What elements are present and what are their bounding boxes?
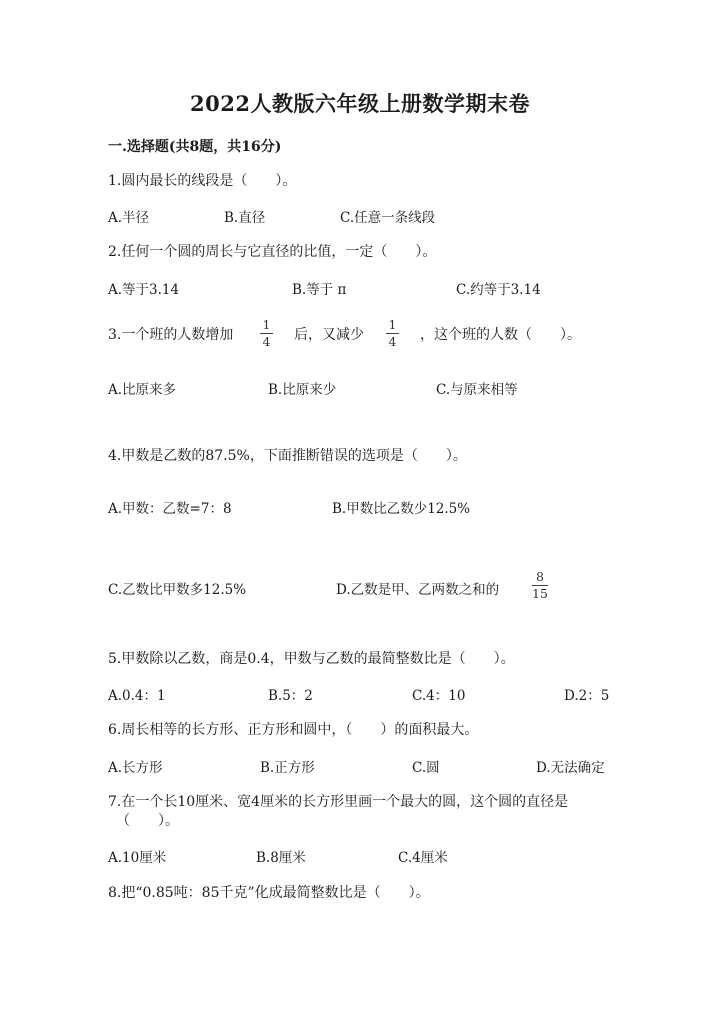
q4-option-b: B.甲数比乙数少12.5% xyxy=(332,501,471,517)
q1-option-b: B.直径 xyxy=(224,210,266,226)
q6-option-a: A.长方形 xyxy=(108,760,163,776)
q3-option-b: B.比原来少 xyxy=(268,382,337,398)
fraction-numerator: 1 xyxy=(388,317,397,332)
question-7-blank: （ ）。 xyxy=(116,813,179,829)
q4-option-a: A.甲数：乙数=7：8 xyxy=(108,501,232,517)
fraction-denominator: 4 xyxy=(262,334,271,350)
q4-option-d: D.乙数是甲、乙两数之和的 xyxy=(336,582,500,598)
q5-option-b: B.5：2 xyxy=(268,688,313,704)
q4-option-c: C.乙数比甲数多12.5% xyxy=(108,582,247,598)
section-heading: 一.选择题(共8题，共16分) xyxy=(108,139,282,155)
q7-option-b: B.8厘米 xyxy=(256,850,306,866)
fraction-one-quarter xyxy=(260,318,273,350)
question-8: 8.把“0.85吨：85千克”化成最简整数比是（ ）。 xyxy=(108,885,430,901)
question-3-part-a: 3.一个班的人数增加 xyxy=(108,327,234,343)
fraction-numerator: 8 xyxy=(536,569,544,584)
question-5: 5.甲数除以乙数，商是0.4，甲数与乙数的最简整数比是（ ）。 xyxy=(108,651,515,667)
question-2: 2.任何一个圆的周长与它直径的比值，一定（ ）。 xyxy=(108,244,437,260)
q1-option-c: C.任意一条线段 xyxy=(340,210,436,226)
q3-option-a: A.比原来多 xyxy=(108,382,177,398)
question-4: 4.甲数是乙数的87.5%，下面推断错误的选项是（ ）。 xyxy=(108,448,467,464)
question-3-part-b: 后，又减少 xyxy=(294,327,364,343)
q2-option-b: B.等于 π xyxy=(292,282,347,298)
q2-option-a: A.等于3.14 xyxy=(108,282,180,298)
q5-option-a: A.0.4：1 xyxy=(108,688,166,704)
fraction-denominator: 15 xyxy=(532,586,548,602)
q7-option-a: A.10厘米 xyxy=(108,850,167,866)
fraction-eight-fifteenths xyxy=(532,570,548,602)
fraction-one-quarter xyxy=(386,318,399,350)
fraction-numerator: 1 xyxy=(262,317,271,332)
question-3-part-c: ，这个班的人数（ ）。 xyxy=(420,327,581,343)
q2-option-c: C.约等于3.14 xyxy=(456,282,541,298)
q6-option-d: D.无法确定 xyxy=(536,760,605,776)
question-6: 6.周长相等的长方形、正方形和圆中，（ ）的面积最大。 xyxy=(108,722,479,738)
q5-option-c: C.4：10 xyxy=(412,688,466,704)
question-1: 1.圆内最长的线段是（ ）。 xyxy=(108,173,297,189)
q1-option-a: A.半径 xyxy=(108,210,150,226)
q6-option-c: C.圆 xyxy=(412,760,440,776)
q5-option-d: D.2：5 xyxy=(564,688,610,704)
q6-option-b: B.正方形 xyxy=(260,760,315,776)
fraction-denominator: 4 xyxy=(388,334,397,350)
question-7: 7.在一个长10厘米、宽4厘米的长方形里画一个最大的圆，这个圆的直径是 xyxy=(108,794,569,810)
page-title: 2022人教版六年级上册数学期末卷 xyxy=(190,91,530,116)
q7-option-c: C.4厘米 xyxy=(398,850,448,866)
q3-option-c: C.与原来相等 xyxy=(436,382,518,398)
